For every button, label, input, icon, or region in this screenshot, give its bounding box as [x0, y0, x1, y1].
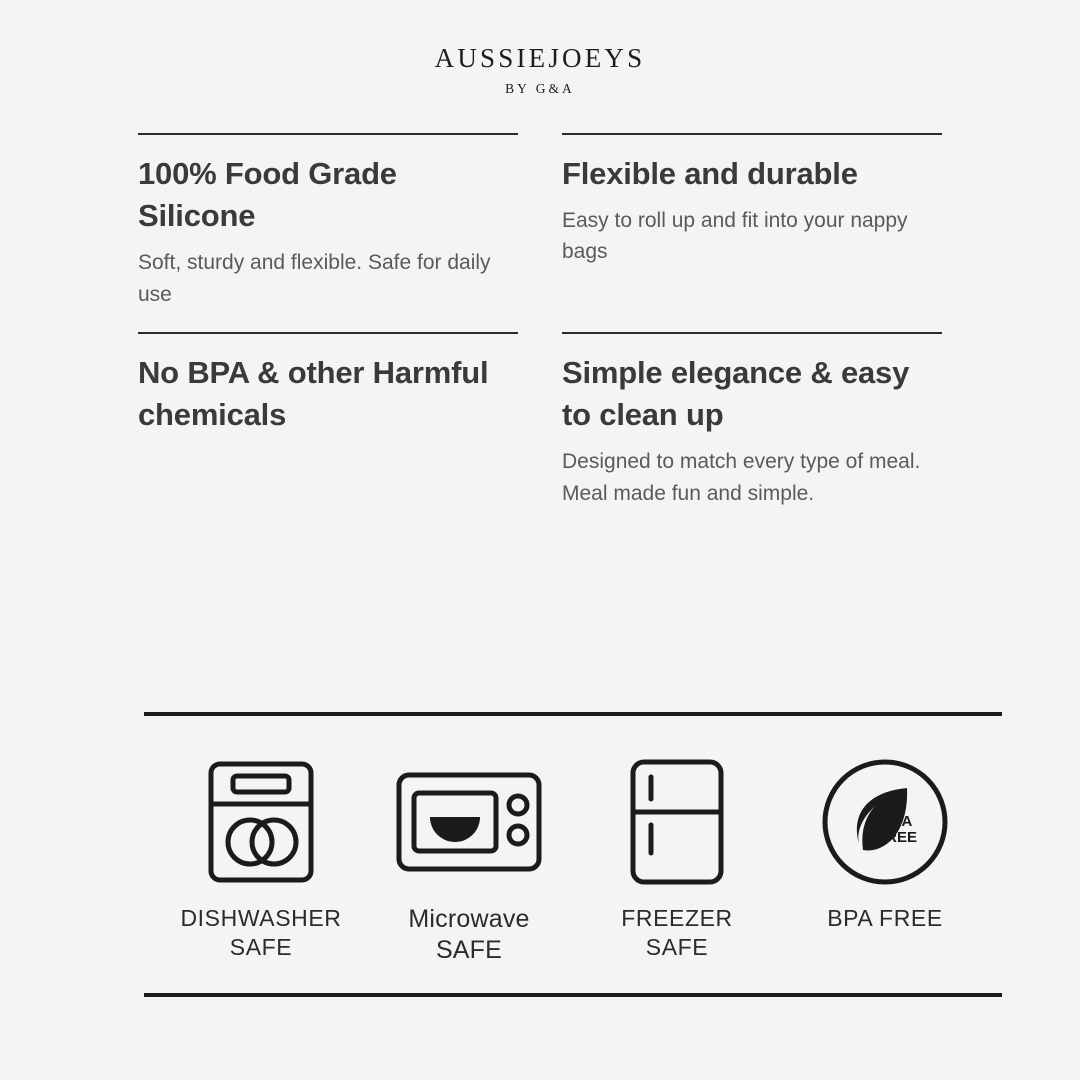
feature-title: Flexible and durable — [562, 155, 858, 191]
badge-label: Microwave SAFE — [408, 905, 530, 965]
badge-dishwasher-safe — [166, 756, 356, 962]
svg-text:BPA: BPA — [881, 813, 913, 830]
badge-bpa-free — [790, 756, 980, 933]
feature-description: Soft, sturdy and flexible. Safe for daily use — [138, 251, 491, 306]
feature-card-simple-elegance — [562, 332, 942, 509]
dishwasher-icon — [166, 756, 356, 888]
badge-label: DISHWASHER SAFE — [180, 905, 342, 960]
badge-row — [144, 716, 1002, 993]
bpa-free-leaf-icon — [790, 756, 980, 888]
feature-title: No BPA & other Harmful chemicals — [138, 355, 489, 433]
badge-label: BPA FREE — [827, 905, 943, 931]
svg-text:FREE: FREE — [876, 829, 918, 846]
feature-title: 100% Food Grade Silicone — [138, 155, 397, 233]
badge-label: FREEZER SAFE — [621, 905, 733, 960]
brand-name: AUSSIEJOEYS — [434, 43, 646, 73]
feature-description: Easy to roll up and fit into your nappy bags — [562, 208, 908, 264]
feature-title: Simple elegance & easy to clean up — [562, 355, 910, 433]
feature-card-flexible-durable — [562, 133, 942, 310]
brand-header — [0, 0, 1080, 97]
microwave-icon — [374, 756, 564, 888]
badge-freezer-safe — [582, 756, 772, 962]
feature-description: Designed to match every type of meal. Meal made fun and simple. — [562, 450, 921, 505]
divider-bottom — [144, 993, 1002, 997]
feature-card-no-bpa — [138, 332, 518, 509]
feature-card-food-grade-silicone — [138, 133, 518, 310]
feature-grid — [138, 133, 942, 510]
brand-subtitle: BY G&A — [505, 80, 575, 96]
safety-badges-panel — [144, 712, 1002, 997]
badge-microwave-safe — [374, 756, 564, 967]
freezer-icon — [582, 756, 772, 888]
